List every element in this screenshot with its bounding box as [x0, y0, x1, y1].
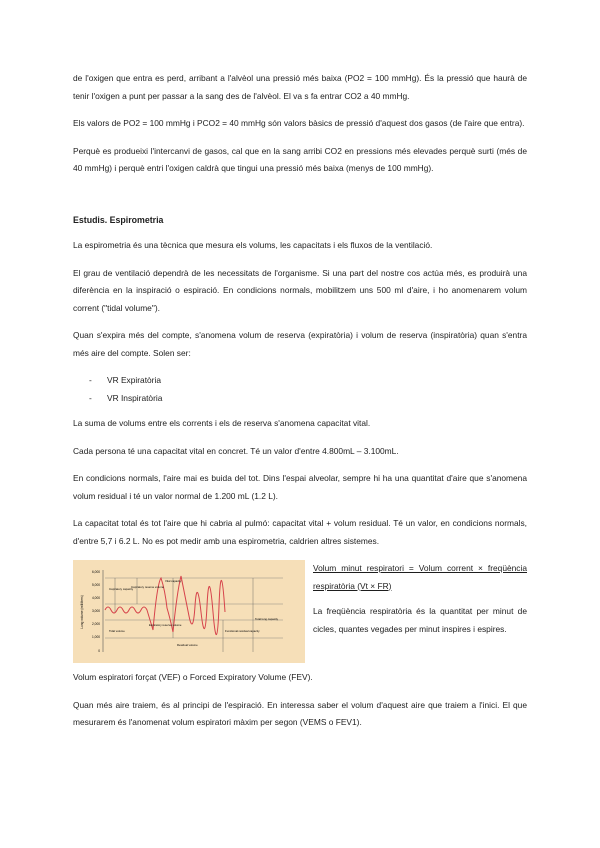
paragraph: El grau de ventilació dependrà de les necessitats de l'organisme. Si una part del nostre cos actúa més, es produirà una diferència en la inspiració o espiració. En condicions normals, mobilitzem uns 500 ml d'aire, i ho anomenarem volum corrent ("tidal volume").	[73, 267, 527, 313]
paragraph: Cada persona té una capacitat vital en concret. Té un valor d'entre 4.800mL – 3.100mL.	[73, 445, 399, 456]
paragraph: La capacitat total és tot l'aire que hi cabria al pulmó: capacitat vital + volum residual. Té un valor, en condicions normals, d'entre 5,7 i 6.2 L. No es pot medir amb una espirometria, caldrien altres sistemes.	[73, 518, 527, 546]
figure-side-text	[313, 560, 527, 663]
figure-row	[73, 560, 527, 663]
paragraph: Perquè es produeixi l'intercanvi de gasos, cal que en la sang arribi CO2 en pressions més elevades perquè surti (més de 40 mmHg) i perquè entri l'oxigen caldrà que tingui una pressió més baixa (menys de 100 mmHg).	[73, 145, 527, 173]
list-item: - VR Expiratòria	[73, 372, 527, 390]
y-tick: 3,000	[92, 609, 100, 613]
formula: Volum minut respiratori = Volum corrent × freqüència respiratòria (Vt × FR)	[313, 563, 527, 591]
paragraph: Volum espiratori forçat (VEF) o Forced Expiratory Volume (FEV).	[73, 672, 313, 682]
figure-label: Functional residual capacity	[225, 629, 260, 633]
spirometry-graph	[73, 560, 305, 663]
figure-label: Tidal volume	[109, 629, 125, 633]
spirometry-figure	[73, 560, 305, 663]
reserve-list	[73, 372, 527, 407]
figure-label: Inspiratory reserve volume	[131, 585, 164, 589]
section-title: Estudis. Espirometria	[73, 214, 164, 225]
y-tick: 5,000	[92, 583, 100, 587]
document-page	[73, 70, 527, 742]
figure-label: Residual volume	[177, 643, 198, 647]
paragraph: La suma de volums entre els corrents i els de reserva s'anomena capacitat vital.	[73, 418, 371, 428]
y-tick: 6,000	[92, 570, 100, 574]
paragraph: En condicions normals, l'aire mai es buida del tot. Dins l'espai alveolar, sempre hi ha una quantitat d'aire que s'anomena volum residual i té un valor normal de 1.200 mL (1.2 L).	[73, 473, 527, 501]
paragraph: La espirometria és una tècnica que mesura els volums, les capacitats i els fluxos de la ventilació.	[73, 240, 433, 250]
y-tick: 2,000	[92, 622, 100, 626]
figure-label: Vital capacity	[165, 579, 182, 583]
paragraph: Quan s'expira més del compte, s'anomena volum de reserva (expiratòria) i volum de reserva (inspiratòria) quan s'entra més aire del compte. Solen ser:	[73, 330, 527, 358]
y-tick: 1,000	[92, 635, 100, 639]
figure-label: Total lung capacity	[255, 617, 279, 621]
paragraph: Quan més aire traiem, és al principi de l'espiració. En interessa saber el volum d'aquest aire que traiem a l'inici. El que mesurarem és l'anomenat volum espiratori màxim per segon (VEMS o FEV1).	[73, 699, 527, 727]
list-item: - VR Inspiratòria	[73, 390, 527, 408]
paragraph: de l'oxigen que entra es perd, arribant a l'alvèol una pressió més baixa (PO2 = 100 mmHg). És la pressió que haurà de tenir l'oxigen a punt per passar a la sang des de l'alvèol. El va s fa entrar CO2 a 40 mmHg.	[73, 73, 527, 101]
y-axis-label: Lung volume (milliliters)	[80, 595, 84, 629]
paragraph: Els valors de PO2 = 100 mmHg i PCO2 = 40 mmHg són valors bàsics de pressió d'aquest dos gasos (de l'aire que entra).	[73, 118, 525, 128]
figure-label: Expiratory reserve volume	[149, 623, 182, 627]
y-tick: 4,000	[92, 596, 100, 600]
figure-label: Inspiratory capacity	[109, 587, 134, 591]
paragraph: La freqüència respiratòria és la quantitat per minut de cicles, quantes vegades per minut inspires i espires.	[313, 606, 527, 634]
y-tick: 0	[98, 649, 100, 653]
